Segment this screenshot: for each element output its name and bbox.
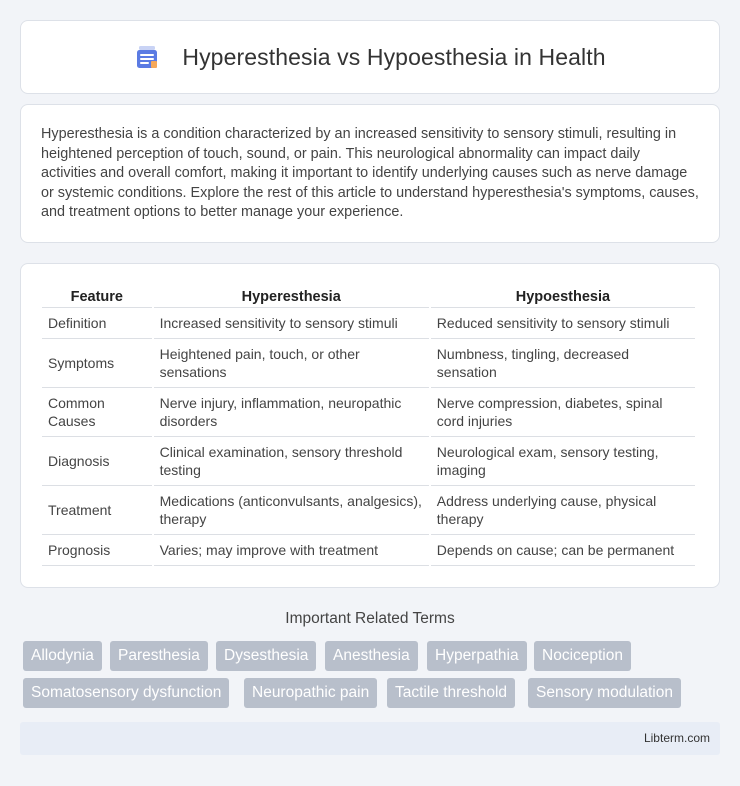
column-header: Hypoesthesia (431, 284, 695, 308)
document-stack-icon (134, 44, 160, 70)
footer-bar (20, 722, 720, 755)
title-card (20, 20, 720, 94)
tag-paresthesia[interactable]: Paresthesia (110, 641, 208, 671)
table-cell: Increased sensitivity to sensory stimuli (154, 308, 429, 339)
table-cell: Numbness, tingling, decreased sensation (431, 339, 695, 388)
table-row (42, 437, 695, 486)
comparison-card (20, 263, 720, 588)
related-terms-title: Important Related Terms (285, 610, 455, 627)
tag-nociception[interactable]: Nociception (534, 641, 631, 671)
tag-hyperpathia[interactable]: Hyperpathia (427, 641, 527, 671)
table-cell: Definition (42, 308, 152, 339)
table-cell: Heightened pain, touch, or other sensations (154, 339, 429, 388)
tag-somatosensory-dysfunction[interactable]: Somatosensory dysfunction (23, 678, 229, 708)
table-cell: Common Causes (42, 388, 152, 437)
table-cell: Address underlying cause, physical therapy (431, 486, 695, 535)
table-row (42, 388, 695, 437)
tag-anesthesia[interactable]: Anesthesia (325, 641, 418, 671)
table-cell: Nerve injury, inflammation, neuropathic disorders (154, 388, 429, 437)
table-cell: Medications (anticonvulsants, analgesics), therapy (154, 486, 429, 535)
column-header: Feature (42, 284, 152, 308)
table-cell: Diagnosis (42, 437, 152, 486)
table-cell: Clinical examination, sensory threshold testing (154, 437, 429, 486)
table-cell: Symptoms (42, 339, 152, 388)
table-cell: Varies; may improve with treatment (154, 535, 429, 566)
intro-paragraph: Hyperesthesia is a condition characterized by an increased sensitivity to sensory stimuli, resulting in heightened perception of touch, sound, or pain. This neurological abnormality can impact daily activities and overall comfort, making it important to identify underlying causes such as nerve damage or systemic conditions. Explore the rest of this article to understand hyperesthesia's symptoms, causes, and treatment options to better manage your experience. (41, 126, 699, 221)
table-cell: Reduced sensitivity to sensory stimuli (431, 308, 695, 339)
table-cell: Prognosis (42, 535, 152, 566)
tag-dysesthesia[interactable]: Dysesthesia (216, 641, 316, 671)
table-row (42, 535, 695, 566)
table-cell: Neurological exam, sensory testing, imaging (431, 437, 695, 486)
footer-brand[interactable]: Libterm.com (643, 731, 710, 745)
table-row (42, 339, 695, 388)
table-row (42, 486, 695, 535)
table-cell: Nerve compression, diabetes, spinal cord injuries (431, 388, 695, 437)
comparison-table (40, 284, 697, 566)
tag-neuropathic-pain[interactable]: Neuropathic pain (244, 678, 377, 708)
table-cell: Treatment (42, 486, 152, 535)
tag-tactile-threshold[interactable]: Tactile threshold (387, 678, 515, 708)
table-header-row (42, 284, 695, 308)
tag-allodynia[interactable]: Allodynia (23, 641, 102, 671)
table-cell: Depends on cause; can be permanent (431, 535, 695, 566)
column-header: Hyperesthesia (154, 284, 429, 308)
page-title: Hyperesthesia vs Hypoesthesia in Health (182, 43, 606, 70)
table-row (42, 308, 695, 339)
tag-sensory-modulation[interactable]: Sensory modulation (528, 678, 681, 708)
intro-card (20, 104, 720, 243)
